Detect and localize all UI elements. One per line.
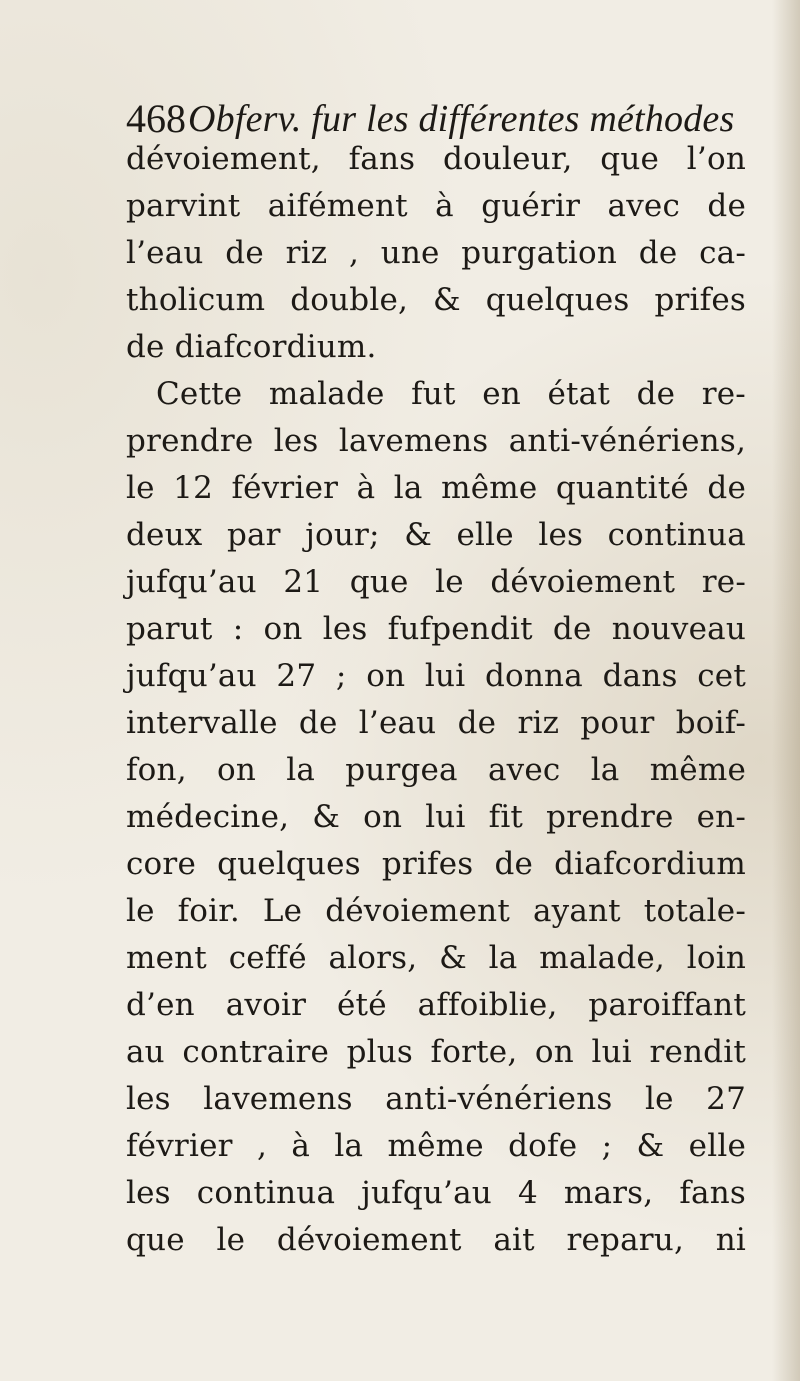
text-line: Cette malade fut en état de re- [156, 376, 746, 412]
text-line: prendre les lavemens anti-vénériens, [126, 423, 746, 459]
text-line: intervalle de l’eau de riz pour boif- [126, 705, 746, 741]
text-line: deux par jour; & elle les continua [126, 517, 746, 553]
text-line: le 12 février à la même quantité de [126, 470, 746, 506]
text-line: les continua jufqu’au 4 mars, fans [126, 1175, 746, 1211]
text-line: d’en avoir été affoiblie, paroiffant [126, 987, 746, 1023]
text-line: l’eau de riz , une purgation de ca- [126, 235, 746, 271]
running-title: Obferv. fur les différentes méthodes [188, 98, 735, 140]
text-line: fon, on la purgea avec la même [126, 752, 746, 788]
body-text [126, 136, 746, 1264]
text-line: jufqu’au 27 ; on lui donna dans cet [126, 658, 746, 694]
text-line: février , à la même dofe ; & elle [126, 1128, 746, 1164]
text-line: que le dévoiement ait reparu, ni [126, 1222, 746, 1258]
text-line: ment ceffé alors, & la malade, loin [126, 940, 746, 976]
text-line: le foir. Le dévoiement ayant totale- [126, 893, 746, 929]
text-line: dévoiement, fans douleur, que l’on [126, 141, 746, 177]
text-line: au contraire plus forte, on lui rendit [126, 1034, 746, 1070]
text-line: parvint aifément à guérir avec de [126, 188, 746, 224]
text-line: de diafcordium. [126, 329, 377, 365]
text-line: parut : on les fufpendit de nouveau [126, 611, 746, 647]
text-line: médecine, & on lui fit prendre en- [126, 799, 746, 835]
page-number: 468 [126, 96, 186, 141]
text-line: tholicum double, & quelques prifes [126, 282, 746, 318]
page-edge-shadow [772, 0, 800, 1381]
text-line: jufqu’au 21 que le dévoiement re- [126, 564, 746, 600]
text-line: les lavemens anti-vénériens le 27 [126, 1081, 746, 1117]
text-line: core quelques prifes de diafcordium [126, 846, 746, 882]
